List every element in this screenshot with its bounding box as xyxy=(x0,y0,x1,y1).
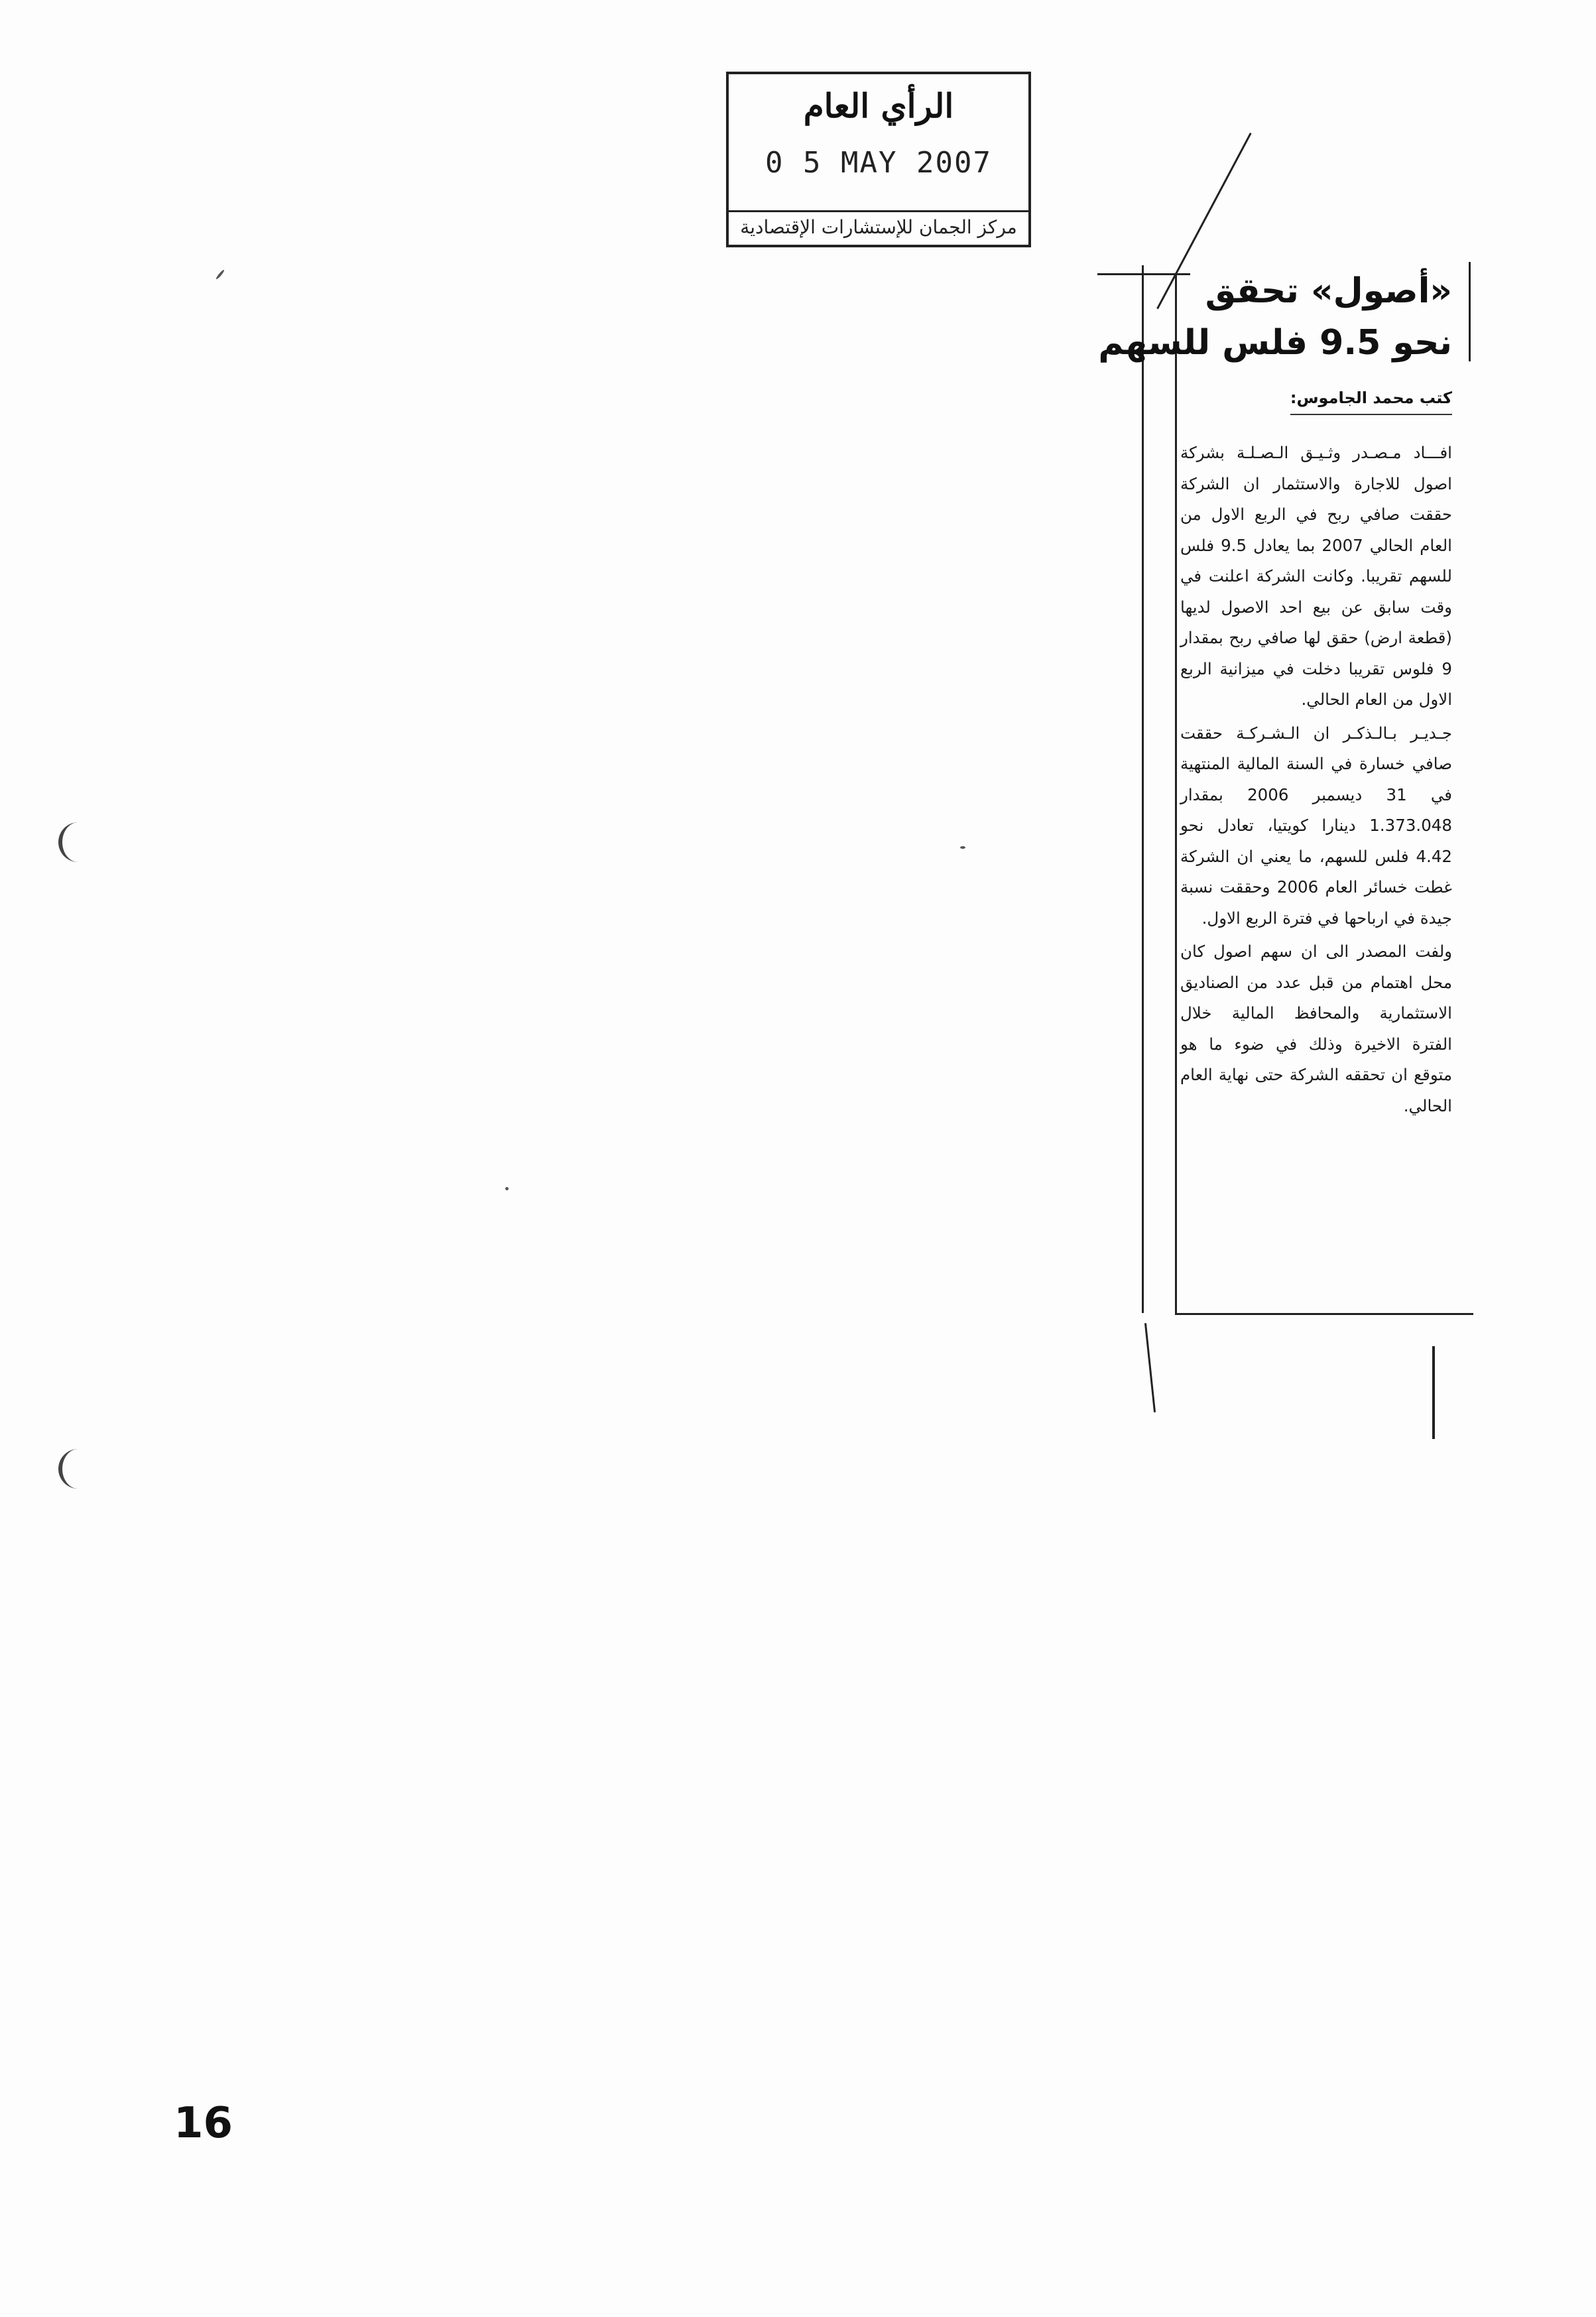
date-stamp xyxy=(726,72,1031,247)
stamp-organization: مركز الجمان للإستشارات الإقتصادية xyxy=(740,216,1017,238)
headline-line-2: نحو 9.5 فلس للسهم xyxy=(1098,323,1452,363)
article-paragraph: جـديـر بـالـذكـر ان الـشـركـة حققت صافي خسارة في السنة المالية المنتهية في 31 ديسمبر 2006 بمقدار 1.373.048 دينارا كويتيا، تعادل نحو 4.42 فلس للسهم، ما يعني ان الشركة غطت خسائر العام 2006 وحققت نسبة جيدة في ارباحها في فترة الربع الاول. xyxy=(1180,723,1452,928)
scan-speck xyxy=(505,1187,509,1190)
cut-mark-bottom-right xyxy=(1432,1346,1435,1439)
article-paragraph: ولفت المصدر الى ان سهم اصول كان محل اهتمام من قبل عدد من الصناديق الاستثمارية والمحافظ المالية خلال الفترة الاخيرة وذلك في ضوء ما هو متوقع ان تحققه الشركة حتى نهاية العام الحالي. xyxy=(1180,942,1452,1115)
byline: كتب محمد الجاموس: xyxy=(1290,386,1452,415)
stamp-divider xyxy=(729,210,1028,212)
article-paragraph: افـــاد مـصـدر وثـيـق الـصـلـة بشركة اصول للاجارة والاستثمار ان الشركة حققت صافي ربح في الربع الاول من العام الحالي 2007 بما يعادل 9.5 فلس للسهم تقريبا. وكانت الشركة اعلنت في وقت سابق عن بيع احد الاصول لديها (قطعة ارض) حقق لها صافي ربح بمقدار 9 فلوس تقريبا دخلت في ميزانية الربع الاول من العام الحالي. xyxy=(1180,443,1452,709)
cut-mark-bottom-left xyxy=(1144,1323,1156,1412)
column-left-outer-rule xyxy=(1142,265,1144,1313)
column-left-inner-rule xyxy=(1175,273,1177,1314)
article-body xyxy=(1180,438,1452,1121)
hole-punch-mark xyxy=(58,822,80,862)
scan-speck xyxy=(215,269,225,280)
news-article xyxy=(1098,265,1452,1124)
headline-line-1: «أصول» تحقق xyxy=(1205,271,1452,311)
column-bottom-rule xyxy=(1175,1313,1473,1315)
page-number: 16 xyxy=(174,2099,233,2148)
stamp-newspaper-name: الرأي العام xyxy=(803,86,954,125)
hole-punch-mark xyxy=(58,1449,80,1489)
scan-speck xyxy=(960,846,965,849)
column-right-rule xyxy=(1469,262,1471,361)
stamp-date: 0 5 MAY 2007 xyxy=(765,146,992,180)
